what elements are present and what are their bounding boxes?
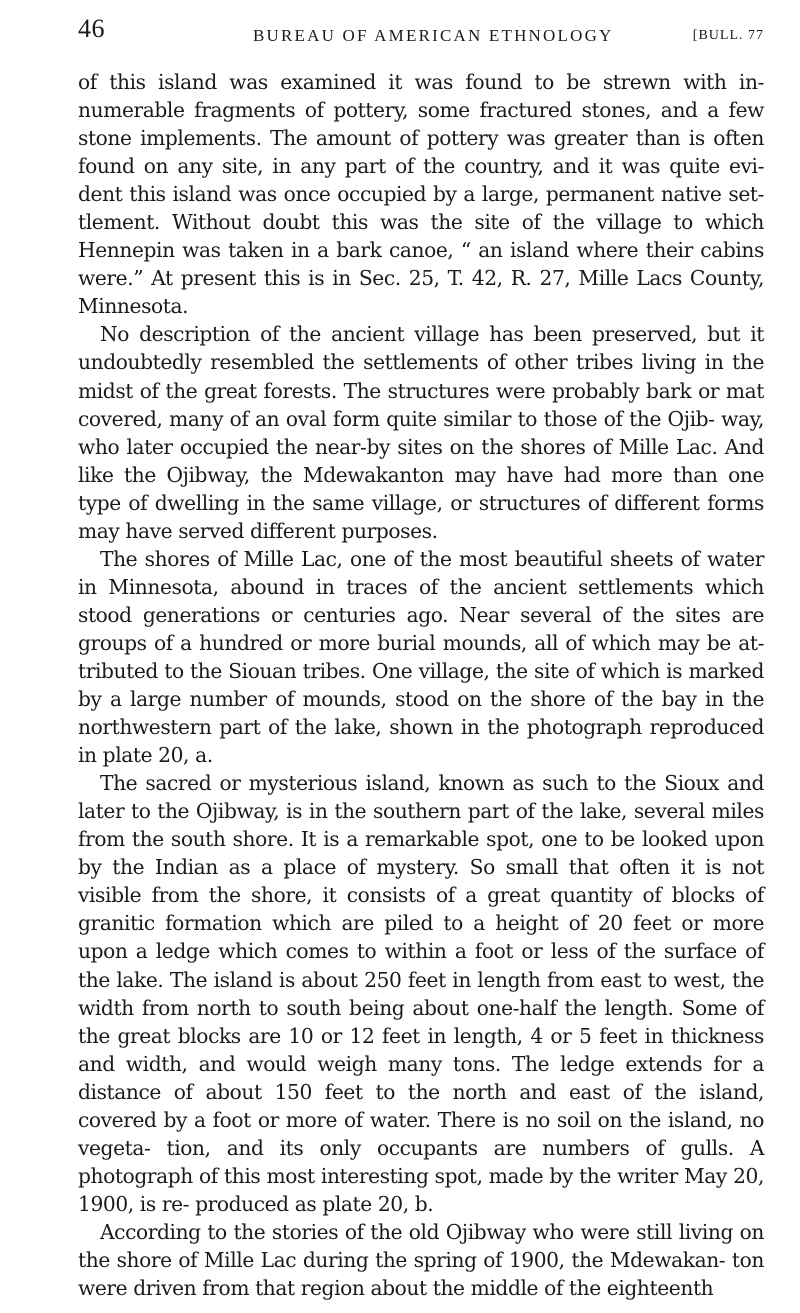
paragraph-3: The shores of Mille Lac, one of the most beautiful sheets of water in Minnesota, abound in traces of the ancient settlements which stood generations or centuries ago. Near several of the sites are groups of a hundred or more burial mounds, all of which may be at- tributed to the Siouan tribes. One village, the site of which is marked by a large number of mounds, stood on the shore of the bay in the northwestern part of the lake, shown in the photograph reproduced in plate 20, a.: [78, 546, 764, 768]
paragraph-2: No description of the ancient village has been preserved, but it undoubtedly resembled the settlements of other tribes living in the midst of the great forests. The structures were probably bark or mat covered, many of an oval form quite similar to those of the Ojib- way, who later occupied the near-by sites on the shores of Mille Lac. And like the Ojibway, the Mdewakanton may have had more than one type of dwelling in the same village, or structures of different forms may have served different purposes.: [78, 322, 764, 543]
paragraph-4: The sacred or mysterious island, known as such to the Sioux and later to the Ojibway, is in the southern part of the lake, several miles from the south shore. It is a remarkable spot, one to be looked upon by the Indian as a place of mystery. So small that often it is not visible from the shore, it consists of a great quantity of blocks of granitic formation which are piled to a height of 20 feet or more upon a ledge which comes to within a foot or less of the surface of the lake. The island is about 250 feet in length from east to west, the width from north to south being about one-half the length. Some of the great blocks are 10 or 12 feet in length, 4 or 5 feet in thickness and width, and would weigh many tons. The ledge extends for a distance of about 150 feet to the north and east of the island, covered by a foot or more of water. There is no soil on the island, no vegeta- tion, and its only occupants are numbers of gulls. A photograph of this most interesting spot, made by the writer May 20, 1900, is re- produced as plate 20, b.: [78, 771, 764, 1216]
body-text: [78, 68, 764, 1302]
paragraph-1: of this island was examined it was found to be strewn with in- numerable fragments of pottery, some fractured stones, and a few stone implements. The amount of pottery was greater than is often found on any site, in any part of the country, and it was quite evi- dent this island was once occupied by a large, permanent native set- tlement. Without doubt this was the site of the village to which Hennepin was taken in a bark canoe, “ an island where their cabins were.” At present this is in Sec. 25, T. 42, R. 27, Mille Lacs County, Minnesota.: [78, 70, 764, 319]
running-head: [78, 14, 764, 54]
bulletin-reference: [BULL. 77: [692, 28, 764, 43]
paragraph-5: According to the stories of the old Ojibway who were still living on the shore of Mille Lac during the spring of 1900, the Mdewakan- ton were driven from that region about the middle of the eighteenth: [78, 1219, 764, 1301]
running-title: BUREAU OF AMERICAN ETHNOLOGY: [253, 26, 614, 45]
page-number: 46: [78, 14, 105, 43]
